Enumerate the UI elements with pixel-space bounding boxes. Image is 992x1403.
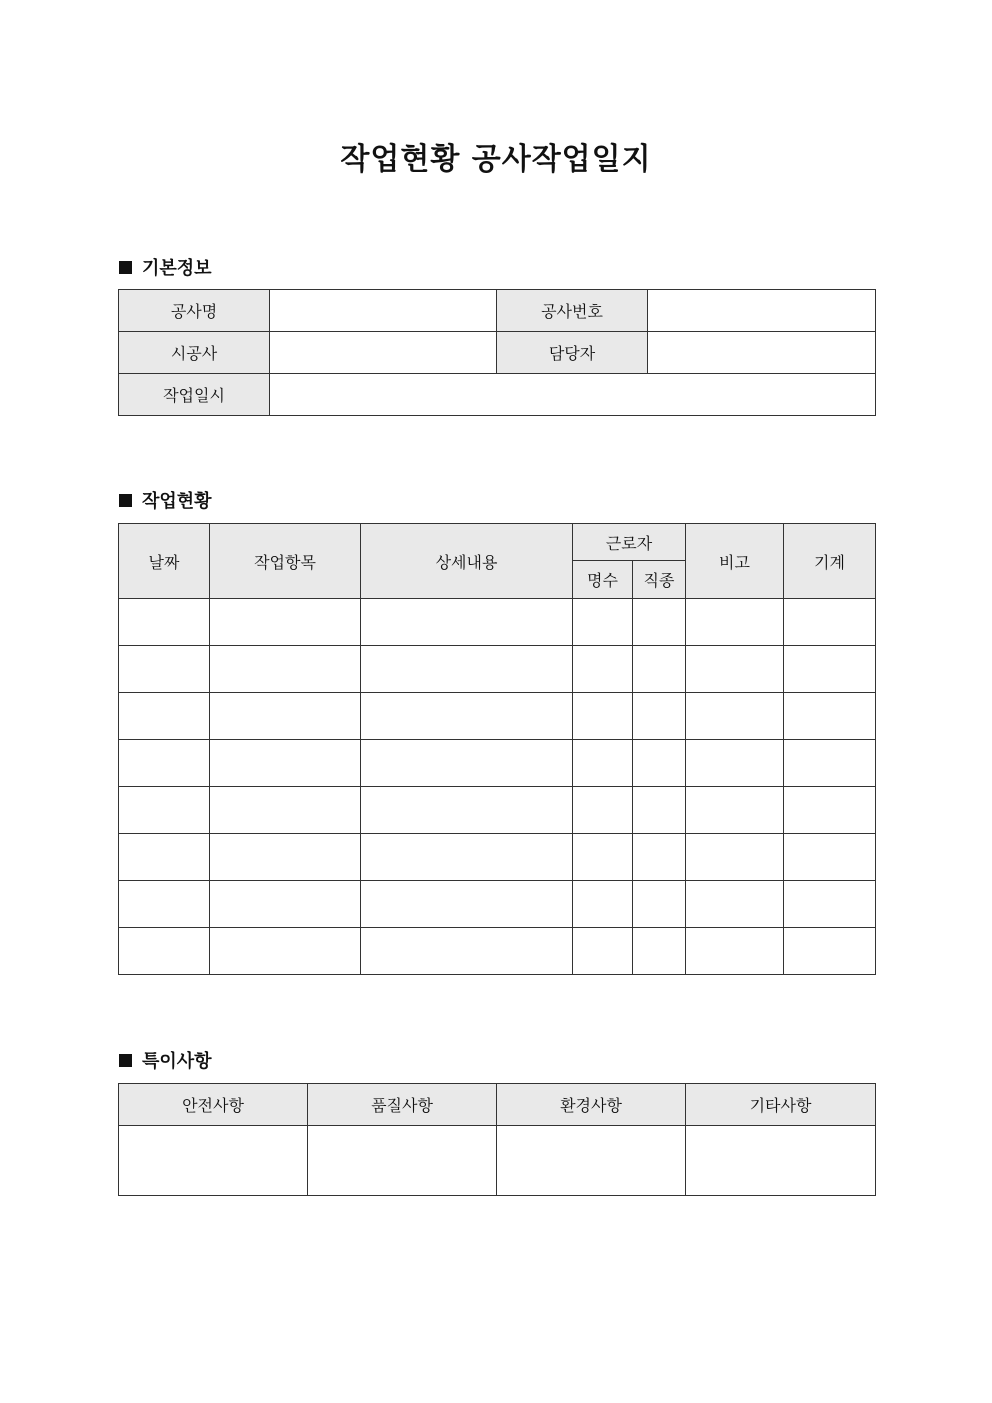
trade-cell[interactable] bbox=[633, 599, 686, 646]
date-cell[interactable] bbox=[119, 834, 210, 881]
trade-cell[interactable] bbox=[633, 646, 686, 693]
details-cell[interactable] bbox=[361, 834, 573, 881]
table-row bbox=[119, 646, 876, 693]
remarks-cell[interactable] bbox=[686, 787, 784, 834]
remarks-cell[interactable] bbox=[686, 693, 784, 740]
table-row bbox=[119, 290, 876, 332]
section-heading-work-status bbox=[119, 487, 212, 513]
table-row bbox=[119, 787, 876, 834]
section-title: 작업현황 bbox=[142, 491, 212, 512]
equipment-cell[interactable] bbox=[784, 693, 876, 740]
page-title: 작업현황 공사작업일지 bbox=[340, 142, 652, 177]
table-row bbox=[119, 332, 876, 374]
remarks-cell[interactable] bbox=[686, 646, 784, 693]
work-item-cell[interactable] bbox=[210, 881, 361, 928]
black-square-icon bbox=[119, 494, 132, 507]
col-header-quality: 품질사항 bbox=[308, 1084, 497, 1126]
contractor-field[interactable] bbox=[270, 332, 497, 374]
project-name-label: 공사명 bbox=[119, 290, 270, 332]
section-heading-basic-info bbox=[119, 254, 212, 280]
details-cell[interactable] bbox=[361, 693, 573, 740]
trade-cell[interactable] bbox=[633, 928, 686, 975]
basic-info-table bbox=[118, 289, 876, 416]
headcount-cell[interactable] bbox=[573, 693, 633, 740]
col-header-equipment: 기계 bbox=[784, 524, 876, 599]
date-cell[interactable] bbox=[119, 928, 210, 975]
work-item-cell[interactable] bbox=[210, 740, 361, 787]
table-row bbox=[119, 1126, 876, 1196]
details-cell[interactable] bbox=[361, 881, 573, 928]
col-header-date: 날짜 bbox=[119, 524, 210, 599]
table-row bbox=[119, 740, 876, 787]
table-header-row bbox=[119, 1084, 876, 1126]
col-header-work-item: 작업항목 bbox=[210, 524, 361, 599]
section-title: 기본정보 bbox=[142, 258, 212, 279]
equipment-cell[interactable] bbox=[784, 881, 876, 928]
details-cell[interactable] bbox=[361, 599, 573, 646]
environment-notes-field[interactable] bbox=[497, 1126, 686, 1196]
details-cell[interactable] bbox=[361, 928, 573, 975]
equipment-cell[interactable] bbox=[784, 740, 876, 787]
col-header-headcount: 명수 bbox=[573, 561, 633, 599]
col-header-workers: 근로자 bbox=[573, 524, 686, 561]
work-datetime-label: 작업일시 bbox=[119, 374, 270, 416]
table-row bbox=[119, 928, 876, 975]
trade-cell[interactable] bbox=[633, 693, 686, 740]
headcount-cell[interactable] bbox=[573, 740, 633, 787]
date-cell[interactable] bbox=[119, 599, 210, 646]
date-cell[interactable] bbox=[119, 646, 210, 693]
work-item-cell[interactable] bbox=[210, 693, 361, 740]
headcount-cell[interactable] bbox=[573, 834, 633, 881]
col-header-details: 상세내용 bbox=[361, 524, 573, 599]
table-row bbox=[119, 881, 876, 928]
project-number-label: 공사번호 bbox=[497, 290, 648, 332]
work-datetime-field[interactable] bbox=[270, 374, 876, 416]
equipment-cell[interactable] bbox=[784, 599, 876, 646]
equipment-cell[interactable] bbox=[784, 787, 876, 834]
headcount-cell[interactable] bbox=[573, 787, 633, 834]
headcount-cell[interactable] bbox=[573, 599, 633, 646]
manager-label: 담당자 bbox=[497, 332, 648, 374]
headcount-cell[interactable] bbox=[573, 928, 633, 975]
headcount-cell[interactable] bbox=[573, 646, 633, 693]
special-notes-table bbox=[118, 1083, 876, 1196]
work-item-cell[interactable] bbox=[210, 928, 361, 975]
remarks-cell[interactable] bbox=[686, 928, 784, 975]
remarks-cell[interactable] bbox=[686, 740, 784, 787]
contractor-label: 시공사 bbox=[119, 332, 270, 374]
date-cell[interactable] bbox=[119, 740, 210, 787]
equipment-cell[interactable] bbox=[784, 928, 876, 975]
col-header-environment: 환경사항 bbox=[497, 1084, 686, 1126]
remarks-cell[interactable] bbox=[686, 834, 784, 881]
table-row bbox=[119, 834, 876, 881]
equipment-cell[interactable] bbox=[784, 646, 876, 693]
headcount-cell[interactable] bbox=[573, 881, 633, 928]
remarks-cell[interactable] bbox=[686, 881, 784, 928]
details-cell[interactable] bbox=[361, 740, 573, 787]
work-item-cell[interactable] bbox=[210, 646, 361, 693]
section-heading-special-notes bbox=[119, 1047, 212, 1073]
work-item-cell[interactable] bbox=[210, 599, 361, 646]
table-row bbox=[119, 374, 876, 416]
work-item-cell[interactable] bbox=[210, 834, 361, 881]
project-name-field[interactable] bbox=[270, 290, 497, 332]
section-title: 특이사항 bbox=[142, 1051, 212, 1072]
black-square-icon bbox=[119, 1054, 132, 1067]
other-notes-field[interactable] bbox=[686, 1126, 876, 1196]
remarks-cell[interactable] bbox=[686, 599, 784, 646]
col-header-safety: 안전사항 bbox=[119, 1084, 308, 1126]
col-header-other: 기타사항 bbox=[686, 1084, 876, 1126]
work-status-table bbox=[118, 523, 876, 975]
trade-cell[interactable] bbox=[633, 740, 686, 787]
date-cell[interactable] bbox=[119, 787, 210, 834]
trade-cell[interactable] bbox=[633, 787, 686, 834]
safety-notes-field[interactable] bbox=[119, 1126, 308, 1196]
project-number-field[interactable] bbox=[648, 290, 876, 332]
work-item-cell[interactable] bbox=[210, 787, 361, 834]
equipment-cell[interactable] bbox=[784, 834, 876, 881]
trade-cell[interactable] bbox=[633, 881, 686, 928]
quality-notes-field[interactable] bbox=[308, 1126, 497, 1196]
details-cell[interactable] bbox=[361, 646, 573, 693]
trade-cell[interactable] bbox=[633, 834, 686, 881]
date-cell[interactable] bbox=[119, 693, 210, 740]
details-cell[interactable] bbox=[361, 787, 573, 834]
col-header-trade: 직종 bbox=[633, 561, 686, 599]
manager-field[interactable] bbox=[648, 332, 876, 374]
col-header-remarks: 비고 bbox=[686, 524, 784, 599]
table-header-row bbox=[119, 524, 876, 561]
table-row bbox=[119, 693, 876, 740]
table-row bbox=[119, 599, 876, 646]
black-square-icon bbox=[119, 261, 132, 274]
date-cell[interactable] bbox=[119, 881, 210, 928]
